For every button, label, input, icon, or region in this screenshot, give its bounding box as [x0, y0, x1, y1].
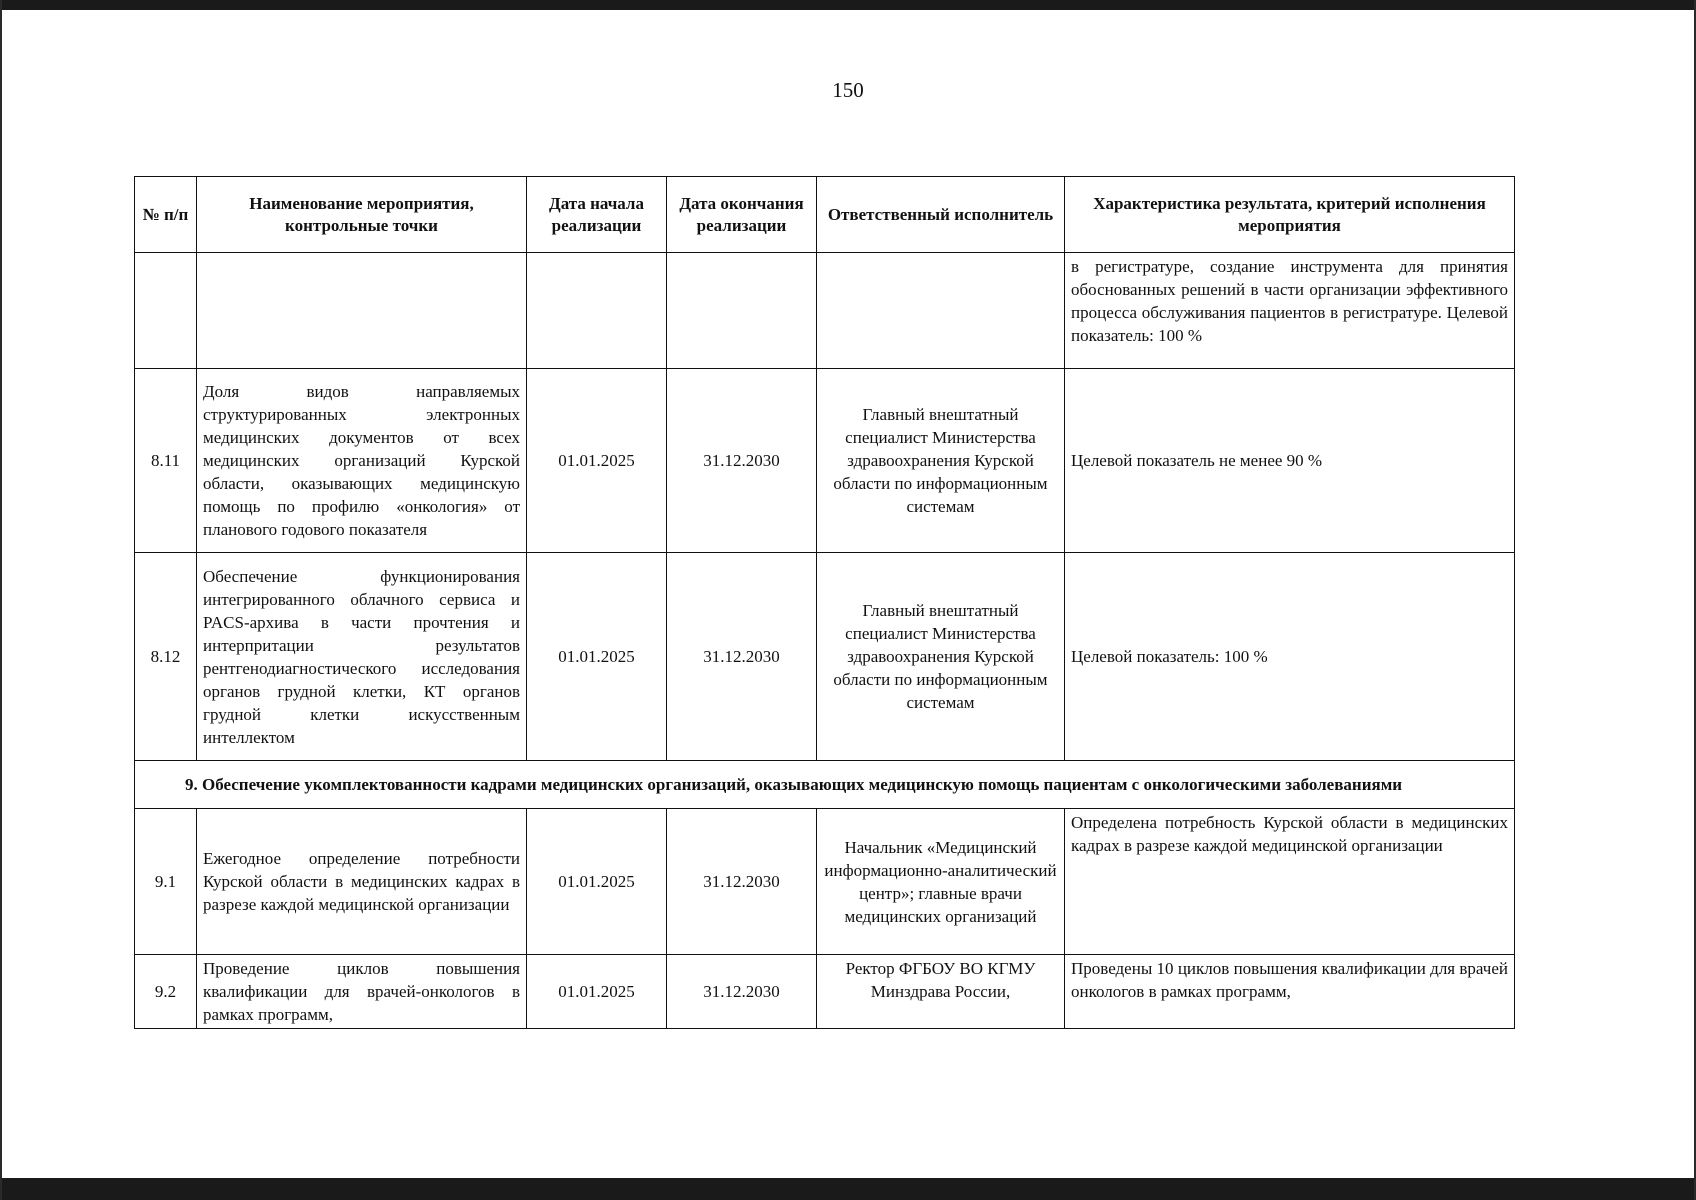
cell-responsible: Начальник «Медицинский информационно-аналитический центр»; главные врачи медицинских организаций	[817, 809, 1065, 955]
table-section-row	[135, 761, 1515, 809]
cell-result: Определена потребность Курской области в медицинских кадрах в разрезе каждой медицинской организации	[1065, 809, 1515, 955]
cell-result: Проведены 10 циклов повышения квалификации для врачей онкологов в рамках программ,	[1065, 955, 1515, 1029]
cell-start-date: 01.01.2025	[527, 553, 667, 761]
cell-end-date: 31.12.2030	[667, 553, 817, 761]
cell-empty	[197, 253, 527, 369]
cell-name: Проведение циклов повышения квалификации для врачей-онкологов в рамках программ,	[197, 955, 527, 1029]
cell-responsible: Главный внештатный специалист Министерства здравоохранения Курской области по информационным системам	[817, 369, 1065, 553]
scan-border-bottom	[0, 1178, 1696, 1200]
cell-responsible: Главный внештатный специалист Министерства здравоохранения Курской области по информационным системам	[817, 553, 1065, 761]
cell-num: 8.12	[135, 553, 197, 761]
cell-empty	[817, 253, 1065, 369]
cell-responsible: Ректор ФГБОУ ВО КГМУ Минздрава России,	[817, 955, 1065, 1029]
cell-result: Целевой показатель не менее 90 %	[1065, 369, 1515, 553]
cell-num: 9.2	[135, 955, 197, 1029]
table-row	[135, 955, 1515, 1029]
header-name: Наименование мероприятия, контрольные точки	[197, 177, 527, 253]
table-row	[135, 369, 1515, 553]
cell-result: Целевой показатель: 100 %	[1065, 553, 1515, 761]
cell-result: в регистратуре, создание инструмента для принятия обоснованных решений в части организации эффективного процесса обслуживания пациентов в регистратуре. Целевой показатель: 100 %	[1065, 253, 1515, 369]
cell-empty	[135, 253, 197, 369]
cell-name: Обеспечение функционирования интегрированного облачного сервиса и PACS-архива в части прочтения и интерпритации результатов рентгенодиагностического исследования органов грудной клетки, КТ органов грудной клетки искусственным интеллектом	[197, 553, 527, 761]
table-row	[135, 809, 1515, 955]
header-end-date: Дата окончания реализации	[667, 177, 817, 253]
table-header-row	[135, 177, 1515, 253]
scan-border-top	[0, 0, 1696, 10]
cell-empty	[527, 253, 667, 369]
cell-num: 9.1	[135, 809, 197, 955]
cell-name: Ежегодное определение потребности Курской области в медицинских кадрах в разрезе каждой медицинской организации	[197, 809, 527, 955]
cell-end-date: 31.12.2030	[667, 809, 817, 955]
header-num: № п/п	[135, 177, 197, 253]
cell-empty	[667, 253, 817, 369]
scan-border-left	[0, 0, 2, 1200]
header-responsible: Ответственный исполнитель	[817, 177, 1065, 253]
table-row-continuation	[135, 253, 1515, 369]
cell-end-date: 31.12.2030	[667, 955, 817, 1029]
activities-table	[134, 176, 1515, 1029]
cell-name: Доля видов направляемых структурированных электронных медицинских документов от всех медицинских организаций Курской области, оказывающих медицинскую помощь по профилю «онкология» от планового годового показателя	[197, 369, 527, 553]
header-result: Характеристика результата, критерий исполнения мероприятия	[1065, 177, 1515, 253]
table-row	[135, 553, 1515, 761]
section-heading: 9. Обеспечение укомплектованности кадрами медицинских организаций, оказывающих медицинскую помощь пациентам с онкологическими заболеваниями	[135, 761, 1515, 809]
cell-start-date: 01.01.2025	[527, 955, 667, 1029]
cell-end-date: 31.12.2030	[667, 369, 817, 553]
header-start-date: Дата начала реализации	[527, 177, 667, 253]
cell-start-date: 01.01.2025	[527, 369, 667, 553]
cell-start-date: 01.01.2025	[527, 809, 667, 955]
cell-num: 8.11	[135, 369, 197, 553]
page-number: 150	[832, 78, 864, 102]
